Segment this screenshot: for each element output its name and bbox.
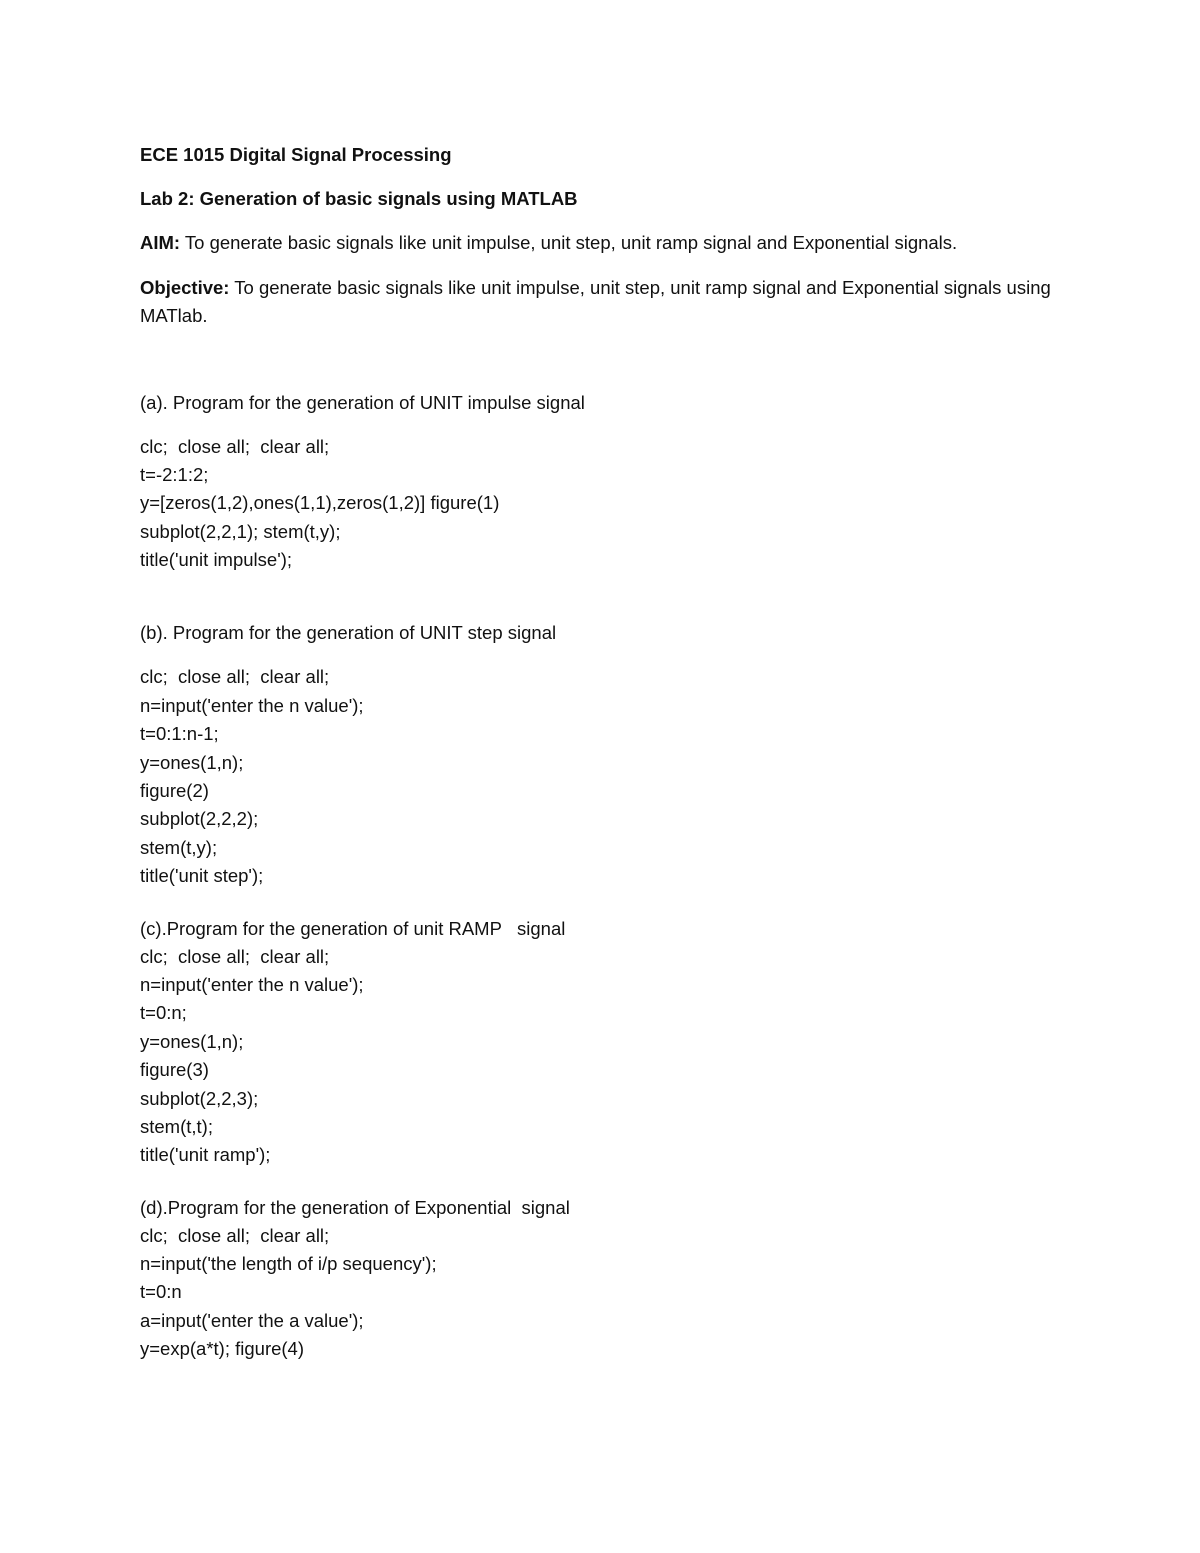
course-title: ECE 1015 Digital Signal Processing	[140, 144, 452, 165]
code-line: clc; close all; clear all;	[140, 1224, 330, 1246]
code-line: stem(t,y);	[140, 836, 218, 858]
code-line: figure(3)	[140, 1059, 209, 1081]
code-line: a=input('enter the a value');	[140, 1309, 364, 1331]
code-line: figure(2)	[140, 780, 209, 802]
code-line: y=exp(a*t); figure(4)	[140, 1338, 304, 1360]
code-line: title('unit impulse');	[140, 549, 293, 571]
code-line: y=ones(1,n);	[140, 1030, 244, 1052]
objective-text: To generate basic signals like unit impulse, unit step, unit ramp signal and Exponential signals using MATlab.	[140, 276, 1051, 326]
code-line: clc; close all; clear all;	[140, 945, 330, 967]
code-line: n=input('enter the n value');	[140, 694, 364, 716]
code-line: t=0:1:n-1;	[140, 723, 219, 745]
section-b-heading: (b). Program for the generation of UNIT step signal	[140, 622, 557, 644]
code-line: t=0:n	[140, 1281, 182, 1303]
lab-title: Lab 2: Generation of basic signals using MATLAB	[140, 188, 578, 209]
code-line: n=input('the length of i/p sequency');	[140, 1253, 437, 1275]
code-line: t=0:n;	[140, 1002, 187, 1024]
objective-paragraph	[140, 274, 1070, 331]
section-a-heading: (a). Program for the generation of UNIT impulse signal	[140, 391, 585, 413]
code-line: t=-2:1:2;	[140, 463, 209, 485]
section-d-heading: (d).Program for the generation of Exponential signal	[140, 1196, 570, 1218]
code-line: clc; close all; clear all;	[140, 435, 330, 457]
code-line: y=[zeros(1,2),ones(1,1),zeros(1,2)] figure(1)	[140, 492, 500, 514]
objective-label: Objective:	[140, 276, 230, 298]
aim-paragraph	[140, 229, 1070, 258]
code-line: subplot(2,2,2);	[140, 808, 259, 830]
code-line: n=input('enter the n value');	[140, 973, 364, 995]
document-body	[140, 141, 1070, 1364]
code-line: title('unit step');	[140, 865, 264, 887]
code-line: subplot(2,2,1); stem(t,y);	[140, 520, 341, 542]
section-a-code	[140, 433, 1070, 575]
section-c-code	[140, 943, 1070, 1170]
section-c-heading: (c).Program for the generation of unit RAMP signal	[140, 917, 566, 939]
section-b-code	[140, 663, 1070, 890]
code-line: title('unit ramp');	[140, 1144, 271, 1166]
aim-label: AIM:	[140, 232, 181, 253]
code-line: stem(t,t);	[140, 1115, 213, 1137]
code-line: y=ones(1,n);	[140, 751, 244, 773]
code-line: clc; close all; clear all;	[140, 666, 330, 688]
code-line: subplot(2,2,3);	[140, 1087, 259, 1109]
section-d-code	[140, 1222, 1070, 1364]
aim-text: To generate basic signals like unit impulse, unit step, unit ramp signal and Exponential signals.	[180, 232, 958, 253]
